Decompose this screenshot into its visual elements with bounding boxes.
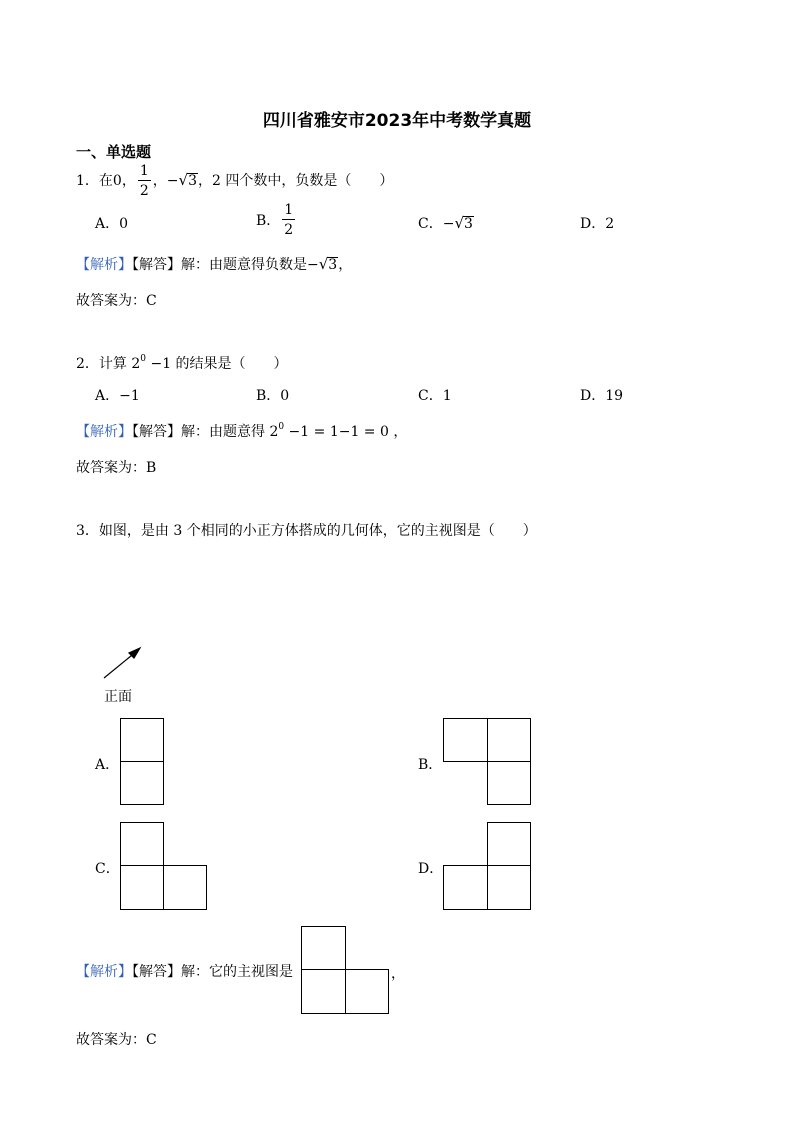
sqrt-icon: √ <box>454 214 465 232</box>
option-label: B． <box>256 213 281 229</box>
radicand: 3 <box>328 257 338 273</box>
option-label: D． <box>580 216 606 232</box>
explain-end: ， <box>338 257 353 273</box>
cube-bottom-right-front <box>135 605 176 646</box>
fraction <box>138 164 151 198</box>
analysis-tag: 【解析】 <box>76 964 132 980</box>
option-c-square <box>163 865 207 910</box>
analysis-tag: 【解析】 <box>76 257 132 273</box>
question-text-end: −1 的结果是（ ） <box>146 356 288 372</box>
analysis-2 <box>76 421 407 441</box>
option-a-label[interactable]: A． <box>95 757 120 773</box>
final-answer-2: 故答案为：B <box>76 460 157 476</box>
answer-figure-square <box>301 969 346 1014</box>
option-label: C． <box>418 216 443 232</box>
option-d-label[interactable]: D． <box>418 861 444 877</box>
fraction-numerator: 1 <box>284 202 294 218</box>
option-label: D． <box>580 388 606 404</box>
option-d-square <box>487 865 531 910</box>
question-2-stem <box>76 353 288 373</box>
option-value: 0 <box>119 216 129 232</box>
option-c[interactable] <box>418 385 452 405</box>
option-b[interactable] <box>256 203 297 237</box>
minus-sign: ，− <box>152 173 179 189</box>
question-number: 1． <box>76 173 99 189</box>
option-d-square <box>487 822 531 866</box>
option-a[interactable] <box>95 385 140 405</box>
option-b-square <box>443 718 488 762</box>
final-answer-3: 故答案为：C <box>76 1032 157 1048</box>
fraction-denominator: 2 <box>284 222 294 238</box>
front-label: 正面 <box>104 689 132 705</box>
cube-top-side <box>135 552 147 605</box>
option-a-square <box>120 761 164 805</box>
radicand: 3 <box>188 173 197 189</box>
option-c-square <box>120 865 164 910</box>
fraction-numerator: 1 <box>139 163 149 179</box>
question-text: 计算 2 <box>98 356 141 372</box>
analysis-tag: 【解析】 <box>76 424 132 440</box>
explain-text: 解：它的主视图是 <box>181 964 293 980</box>
exponent: 0 <box>140 354 147 364</box>
question-text: 如图，是由 3 个相同的小正方体搭成的几何体，它的主视图是（ ） <box>98 523 537 539</box>
radicand: 3 <box>464 216 473 232</box>
cube-right-top-face <box>135 593 188 605</box>
option-label: C． <box>418 388 443 404</box>
option-d-square <box>443 865 488 910</box>
option-d[interactable] <box>580 213 614 233</box>
fraction-denominator: 2 <box>139 183 149 199</box>
analysis-1 <box>76 254 352 274</box>
option-b-square <box>487 718 531 762</box>
minus-sign: − <box>307 257 319 273</box>
answer-tag: 【解答】 <box>132 424 181 440</box>
question-3-stem <box>76 520 537 540</box>
explain-end: ， <box>391 966 405 982</box>
cube-drawing <box>94 552 188 678</box>
final-answer-1: 故答案为：C <box>76 293 157 309</box>
question-text: 在0， <box>98 173 136 189</box>
explain-text: 解：由题意得负数是 <box>181 257 307 273</box>
section-heading: 一、单选题 <box>76 143 152 161</box>
fraction <box>282 203 295 237</box>
option-a-square <box>120 718 164 762</box>
page-title: 四川省雅安市2023年中考数学真题 <box>262 111 532 131</box>
answer-tag: 【解答】 <box>132 964 181 980</box>
option-b[interactable] <box>256 385 289 405</box>
question-text-end: ，2 四个数中，负数是（ ） <box>197 173 394 189</box>
exponent: 0 <box>278 422 285 432</box>
analysis-3 <box>76 961 293 981</box>
option-c[interactable] <box>418 213 474 233</box>
option-value: 2 <box>605 216 615 232</box>
option-label: A． <box>95 388 120 404</box>
minus-sign: − <box>442 216 455 232</box>
sqrt-icon: √ <box>318 255 329 273</box>
sqrt-icon: √ <box>178 171 189 189</box>
option-value: 1 <box>442 388 452 404</box>
cube-right-side <box>176 593 188 646</box>
answer-figure-square <box>301 926 346 970</box>
option-value: 19 <box>605 388 624 404</box>
cube-bottom-left-front <box>94 605 135 646</box>
answer-figure-square <box>345 969 389 1014</box>
option-b-square <box>487 761 531 805</box>
option-c-square <box>120 822 164 866</box>
cube-top-face <box>94 552 147 564</box>
option-d[interactable] <box>580 385 623 405</box>
explain-text: 解：由题意得 2 <box>181 424 279 440</box>
option-label: B． <box>256 388 281 404</box>
option-b-label[interactable]: B． <box>418 757 443 773</box>
cube-figure <box>80 550 200 690</box>
explain-end: −1 = 1−1 = 0 ， <box>284 424 408 440</box>
option-a[interactable] <box>95 213 128 233</box>
answer-tag: 【解答】 <box>132 257 181 273</box>
option-c-label[interactable]: C． <box>95 861 120 877</box>
question-number: 3． <box>76 523 99 539</box>
option-value: 0 <box>280 388 290 404</box>
option-label: A． <box>95 216 120 232</box>
question-number: 2． <box>76 356 99 372</box>
option-value: −1 <box>119 388 140 404</box>
question-1-stem <box>76 164 393 198</box>
cube-top-front <box>94 564 135 605</box>
